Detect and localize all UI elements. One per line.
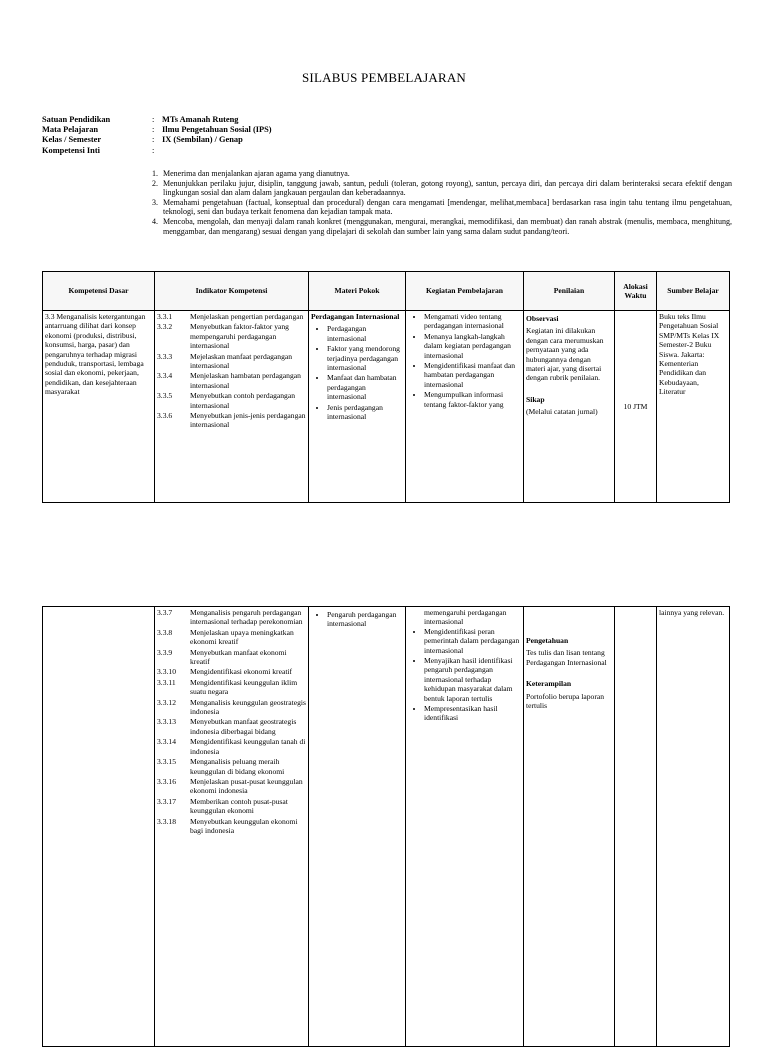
meta-row: Kompetensi Inti : bbox=[42, 145, 155, 155]
list-text: Memahami pengetahuan (factual, konseptual dan procedural) dengan cara mengamati [mendengar, melihat,membaca] berdasarkan rasa ingin tahu tentang ilmu pengetahuan, teknologi, seni dan budaya terkait fenomena dan kejadian tampak mata. bbox=[163, 197, 732, 217]
list-item: • Mengamati video tentang perdagangan internasional bbox=[424, 312, 521, 331]
sumber-cell: lainnya yang relevan. bbox=[657, 607, 730, 1047]
kegiatan-continued: memengaruhi perdagangan internasional bbox=[424, 608, 507, 627]
document-meta bbox=[42, 115, 732, 156]
indikator-item: 3.3.6 Menyebutkan jenis-jenis perdagangan internasional bbox=[157, 411, 306, 430]
table-row bbox=[43, 607, 730, 1047]
list-item: • Menyajikan hasil identifikasi pengaruh perdagangan internasional terhadap kehidupan masyarakat dalam bentuk laporan tertulis bbox=[424, 656, 521, 703]
penilaian-heading: Keterampilan bbox=[526, 679, 572, 689]
table-header-row bbox=[43, 272, 730, 311]
list-text: Menunjukkan perilaku jujur, disiplin, tanggung jawab, santun, peduli (toleran, gotong royong), santun, percaya diri, dan percaya diri dalam berinteraksi secara efektif dengan lingkungan sosial dan alam dalam jangkauan pergaulan dan keberadaannya. bbox=[163, 178, 732, 198]
indikator-item: 3.3.12 Menganalisis keunggulan geostrategis indonesia bbox=[157, 697, 306, 717]
indikator-item: 3.3.5 Menyebutkan contoh perdagangan internasional bbox=[157, 391, 296, 410]
list-number: 1. bbox=[152, 169, 158, 178]
list-item: • Mengumpulkan informasi tentang faktor-faktor yang bbox=[424, 390, 521, 409]
indikator-item: 3.3.14 Mengidentifikasi keunggulan tanah di indonesia bbox=[157, 737, 306, 756]
penilaian-heading: Sikap bbox=[526, 394, 545, 404]
indikator-item: 3.3.13 Menyebutkan manfaat geostrategis indonesia diberbagai bidang bbox=[157, 717, 297, 736]
materi-heading: Perdagangan Internasional bbox=[311, 312, 400, 321]
column-header: Indikator Kompetensi bbox=[155, 272, 309, 311]
kegiatan-cell bbox=[406, 311, 524, 503]
meta-value: MTs Amanah Ruteng bbox=[162, 115, 239, 124]
list-number: 2. bbox=[152, 178, 158, 188]
penilaian-heading: Observasi bbox=[526, 314, 559, 323]
indikator-item: 3.3.11 Mengidentifikasi keunggulan iklim suatu negara bbox=[157, 677, 298, 697]
list-item bbox=[152, 198, 732, 217]
column-header: Sumber Belajar bbox=[657, 272, 730, 311]
penilaian-text: Tes tulis dan lisan tentang Perdagangan Internasional bbox=[526, 648, 607, 667]
indikator-item: 3.3.16 Menjelaskan pusat-pusat keunggulan ekonomi indonesia bbox=[157, 776, 303, 796]
table-row bbox=[43, 311, 730, 503]
meta-label: Mata Pelajaran bbox=[42, 125, 99, 135]
list-text: Menerima dan menjalankan ajaran agama yang dianutnya. bbox=[163, 169, 350, 178]
indikator-item: 3.3.4 Menjelaskan hambatan perdagangan internasional bbox=[157, 371, 301, 390]
sumber-cell: Buku teks Ilmu Pengetahuan Sosial SMP/MTs Kelas IX Semester-2 Buku Siswa. Jakarta: Kementerian Pendidikan dan Kebudayaan, Literatur bbox=[657, 311, 730, 503]
meta-row: Kelas / Semester : IX (Sembilan) / Genap bbox=[42, 135, 243, 145]
penilaian-text: Kegiatan ini dilakukan dengan cara merumuskan pernyataan yang ada hubungannya dengan materi ajar, yang disertai dengan rubrik penilaian. bbox=[526, 326, 604, 383]
meta-row: Satuan Pendidikan : MTs Amanah Ruteng bbox=[42, 115, 239, 124]
indikator-item: 3.3.18 Menyebutkan keunggulan ekonomi bagi indonesia bbox=[157, 816, 298, 835]
indikator-item: 3.3.3 Mejelaskan manfaat perdagangan internasional bbox=[157, 351, 293, 371]
list-number: 4. bbox=[152, 216, 158, 226]
kegiatan-cell bbox=[406, 607, 524, 1047]
list-item: • Mengidentifikasi manfaat dan hambatan perdagangan internasional bbox=[424, 361, 521, 389]
column-header: Kegiatan Pembelajaran bbox=[406, 272, 524, 311]
list-item bbox=[152, 169, 732, 179]
meta-label: Kelas / Semester bbox=[42, 135, 102, 145]
column-header: Penilaian bbox=[524, 272, 615, 311]
syllabus-table-page-2 bbox=[42, 606, 730, 1047]
materi-cell bbox=[309, 311, 406, 503]
indikator-item: 3.3.2 Menyebutkan faktor-faktor yang mempengaruhi perdagangan internasional bbox=[157, 322, 289, 351]
meta-value: IX (Sembilan) / Genap bbox=[162, 135, 243, 145]
indikator-item: 3.3.9 Menyebutkan manfaat ekonomi kreatif bbox=[157, 647, 287, 667]
column-header: Materi Pokok bbox=[309, 272, 406, 311]
indikator-item: 3.3.1 Menjelaskan pengertian perdagangan bbox=[157, 312, 304, 321]
list-number: 3. bbox=[152, 197, 158, 207]
meta-value: Ilmu Pengetahuan Sosial (IPS) bbox=[162, 125, 272, 135]
list-item bbox=[152, 217, 732, 236]
meta-label: Satuan Pendidikan bbox=[42, 115, 111, 124]
list-item: • Mengidentifikasi peran pemerintah dalam perdagangan internasional bbox=[424, 627, 521, 655]
indikator-cell bbox=[155, 607, 309, 1047]
penilaian-cell bbox=[524, 311, 615, 503]
penilaian-text: Portofolio berupa laporan tertulis bbox=[526, 691, 605, 711]
column-header: Kompetensi Dasar bbox=[43, 272, 155, 311]
syllabus-table-page-1 bbox=[42, 271, 730, 503]
column-header: Alokasi Waktu bbox=[615, 272, 657, 311]
kompetensi-dasar-cell: 3.3 Menganalisis ketergantungan antarruang dilihat dari konsep ekonomi (produksi, distribusi, konsumsi, harga, pasar) dan pengaruhnya terhadap migrasi penduduk, transportasi, lembaga sosial dan ekonomi, pekerjaan, pendidikan, dan kesejahteraan masyarakat bbox=[43, 311, 155, 503]
penilaian-heading: Pengetahuan bbox=[526, 636, 569, 645]
list-item: • Pengaruh perdagangan internasional bbox=[327, 610, 403, 629]
indikator-item: 3.3.8 Menjelaskan upaya meningkatkan ekonomi kreatif bbox=[157, 627, 294, 647]
indikator-item: 3.3.10 Mengidentifikasi ekonomi kreatif bbox=[157, 667, 293, 677]
alokasi-cell bbox=[615, 607, 657, 1047]
alokasi-cell: 10 JTM bbox=[615, 311, 657, 503]
list-item: • Jenis perdagangan internasional bbox=[327, 403, 403, 422]
indikator-item: 3.3.17 Memberikan contoh pusat-pusat keunggulan ekonomi bbox=[157, 796, 288, 816]
page-title: SILABUS PEMBELAJARAN bbox=[302, 70, 466, 85]
list-item: • Perdagangan internasional bbox=[327, 324, 403, 343]
meta-row: Mata Pelajaran : Ilmu Pengetahuan Sosial (IPS) bbox=[42, 125, 272, 135]
penilaian-cell bbox=[524, 607, 615, 1047]
penilaian-text: (Melalui catatan jurnal) bbox=[526, 407, 598, 417]
list-item: • Manfaat dan hambatan perdagangan internasional bbox=[327, 373, 403, 401]
kompetensi-dasar-cell bbox=[43, 607, 155, 1047]
kompetensi-inti-list bbox=[152, 169, 732, 236]
list-item: • Mempresentasikan hasil identifikasi bbox=[424, 704, 521, 723]
materi-cell bbox=[309, 607, 406, 1047]
list-text: Mencoba, mengolah, dan menyaji dalam ranah konkret (menggunakan, mengurai, merangkai, memodifikasi, dan membuat) dan ranah abstrak (menulis, membaca, menghitung, menggambar, dan mengarang) sesuai dengan yang dipelajari di sekolah dan sumber lain yang sama dalam sudut pandang/teori. bbox=[163, 216, 732, 236]
indikator-item: 3.3.15 Menganalisis peluang meraih keunggulan di bidang ekonomi bbox=[157, 757, 285, 776]
list-item: • Faktor yang mendorong terjadinya perdagangan internasional bbox=[327, 344, 403, 372]
indikator-cell bbox=[155, 311, 309, 503]
meta-label: Kompetensi Inti bbox=[42, 145, 100, 155]
list-item: • Menanya langkah-langkah dalam kegiatan perdagangan internasional bbox=[424, 332, 521, 360]
indikator-item: 3.3.7 Menganalisis pengaruh perdagangan internasional terhadap perekonomian bbox=[157, 608, 303, 627]
list-item bbox=[152, 179, 732, 198]
